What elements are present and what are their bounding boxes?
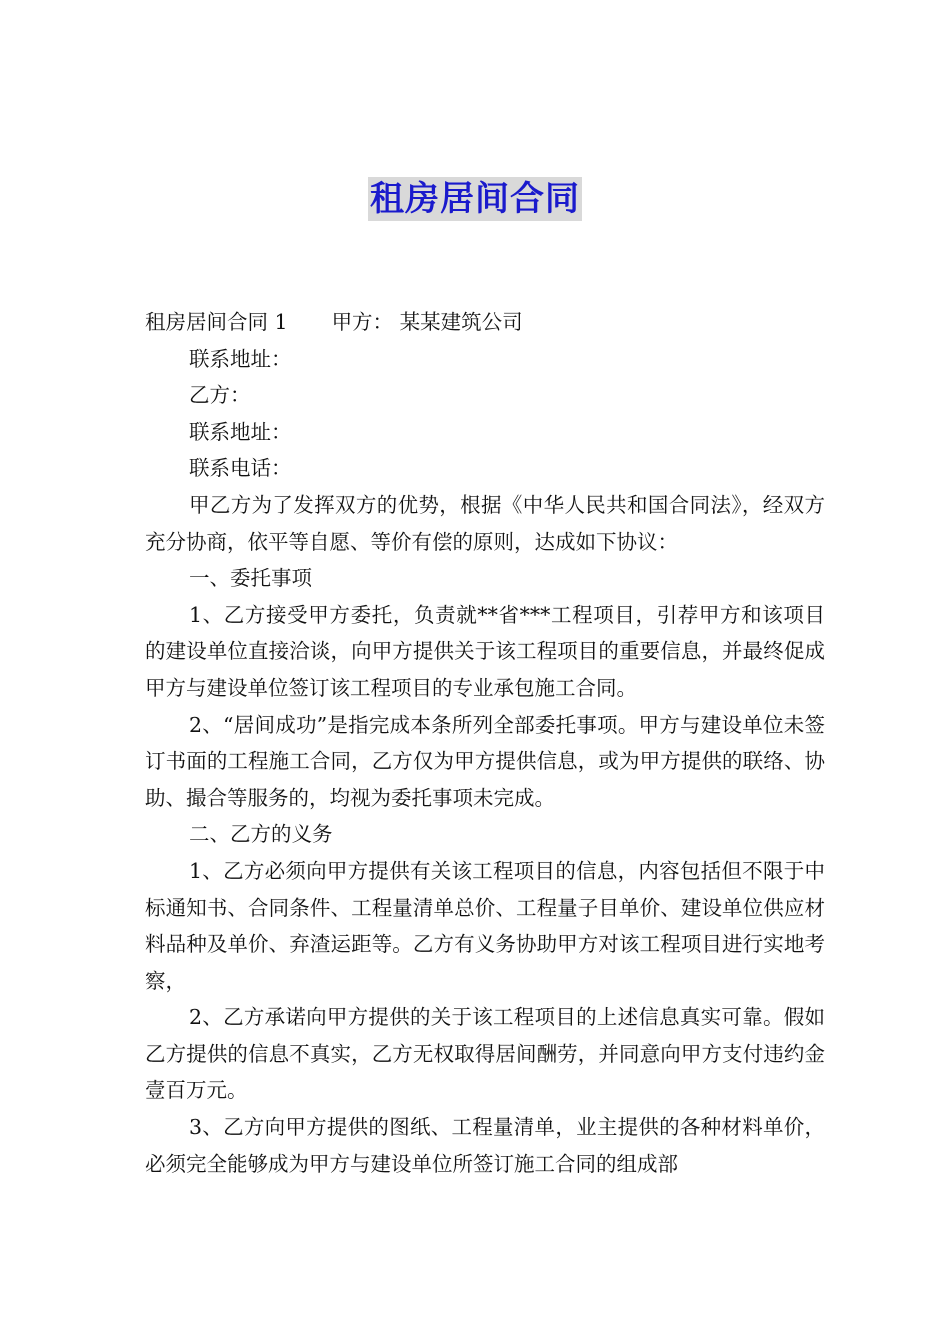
clause-paragraph: 3、乙方向甲方提供的图纸、工程量清单，业主提供的各种材料单价，必须完全能够成为甲方与建设单位所签订施工合同的组成部 <box>145 1115 825 1176</box>
clause-paragraph: 1、乙方接受甲方委托，负责就**省***工程项目，引荐甲方和该项目的建设单位直接洽谈，向甲方提供关于该工程项目的重要信息，并最终促成甲方与建设单位签订该工程项目的专业承包施工合同。 <box>145 602 825 700</box>
clause-paragraph: 1、乙方必须向甲方提供有关该工程项目的信息，内容包括但不限于中标通知书、合同条件、工程量清单总价、工程量子目单价、建设单位供应材料品种及单价、弃渣运距等。乙方有义务协助甲方对该工程项目进行实地考察， <box>145 858 825 993</box>
intro-line <box>145 304 825 341</box>
title-container <box>0 177 950 221</box>
party-a-line: 甲方： 某某建筑公司 <box>331 310 523 334</box>
intro-heading: 租房居间合同 1 <box>145 310 288 334</box>
document-body <box>145 304 825 1182</box>
document-title: 租房居间合同 <box>370 179 580 219</box>
party-b-line: 乙方： <box>189 383 251 408</box>
contact-phone: 联系电话： <box>189 456 292 481</box>
clause-paragraph: 2、“居间成功”是指完成本条所列全部委托事项。甲方与建设单位未签订书面的工程施工合同，乙方仅为甲方提供信息，或为甲方提供的联络、协助、撮合等服务的，均视为委托事项未完成。 <box>145 712 825 810</box>
clause-paragraph: 2、乙方承诺向甲方提供的关于该工程项目的上述信息真实可靠。假如乙方提供的信息不真实，乙方无权取得居间酬劳，并同意向甲方支付违约金壹百万元。 <box>145 1005 825 1103</box>
preamble-paragraph: 甲乙方为了发挥双方的优势，根据《中华人民共和国合同法》，经双方充分协商，依平等自愿、等价有偿的原则，达成如下协议： <box>145 492 825 554</box>
contact-address-b: 联系地址： <box>189 419 292 444</box>
contact-address-a: 联系地址： <box>189 346 292 371</box>
section-heading: 二、乙方的义务 <box>189 822 333 847</box>
section-heading: 一、委托事项 <box>189 566 312 591</box>
